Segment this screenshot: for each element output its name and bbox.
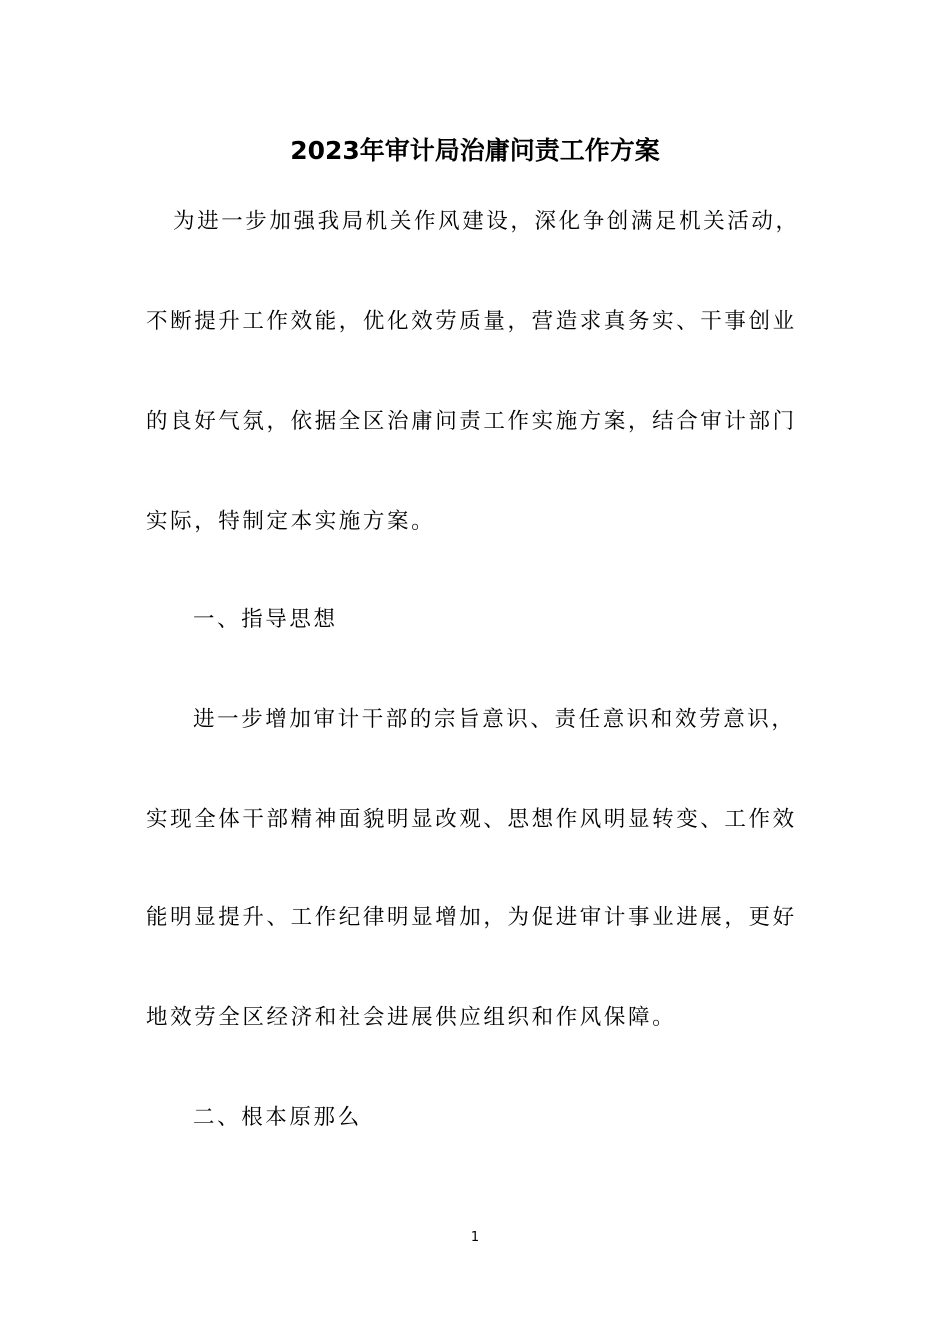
section1-line-1: 进一步增加审计干部的宗旨意识、责任意识和效劳意识，: [193, 707, 796, 732]
section-heading-basic-principles: 二、根本原那么: [193, 1105, 362, 1130]
intro-line-4: 实际，特制定本实施方案。: [146, 509, 436, 534]
section1-line-4: 地效劳全区经济和社会进展供应组织和作风保障。: [146, 1005, 677, 1030]
section-heading-guiding-thought: 一、指导思想: [193, 607, 338, 632]
document-title: 2023年审计局治庸问责工作方案: [290, 136, 660, 165]
intro-line-2: 不断提升工作效能，优化效劳质量，营造求真务实、干事创业: [146, 309, 797, 334]
intro-line-3: 的良好气氛，依据全区治庸问责工作实施方案，结合审计部门: [146, 409, 797, 434]
intro-line-1: 为进一步加强我局机关作风建设，深化争创满足机关活动，: [173, 209, 800, 234]
section1-line-2: 实现全体干部精神面貌明显改观、思想作风明显转变、工作效: [146, 807, 797, 832]
section1-line-3: 能明显提升、工作纪律明显增加，为促进审计事业进展，更好: [146, 905, 797, 930]
page-number: 1: [470, 1230, 480, 1245]
